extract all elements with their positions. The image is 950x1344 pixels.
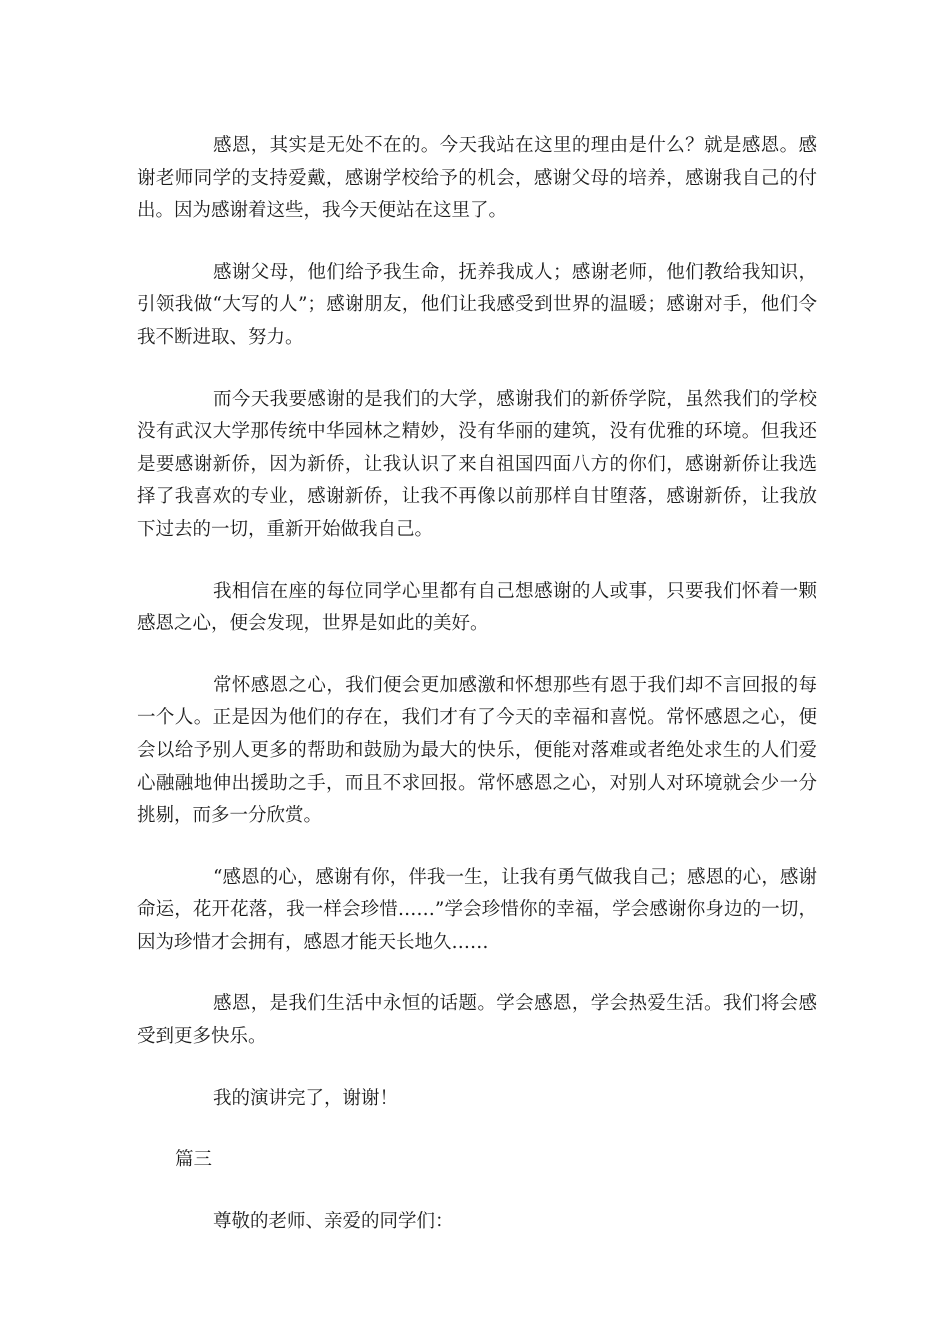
document-body [137,130,817,1267]
paragraph-6: “感恩的心，感谢有你，伴我一生，让我有勇气做我自己；感恩的心，感谢命运，花开花落，我一样会珍惜……”学会珍惜你的幸福，学会感谢你身边的一切，因为珍惜才会拥有，感恩才能天长地久…… [137,866,817,953]
paragraph-4: 我相信在座的每位同学心里都有自己想感谢的人或事，只要我们怀着一颗感恩之心，便会发现，世界是如此的美好。 [137,580,817,635]
paragraph-5: 常怀感恩之心，我们便会更加感激和怀想那些有恩于我们却不言回报的每一个人。正是因为他们的存在，我们才有了今天的幸福和喜悦。常怀感恩之心，便会以给予别人更多的帮助和鼓励为最大的快乐，便能对落难或者绝处求生的人们爱心融融地伸出援助之手，而且不求回报。常怀感恩之心，对别人对环境就会少一分挑剔，而多一分欣赏。 [137,674,817,827]
salutation: 尊敬的老师、亲爱的同学们： [213,1210,454,1232]
paragraph-7: 感恩，是我们生活中永恒的话题。学会感恩，学会热爱生活。我们将会感受到更多快乐。 [137,993,817,1048]
paragraph-1: 感恩，其实是无处不在的。今天我站在这里的理由是什么？就是感恩。感谢老师同学的支持爱戴，感谢学校给予的机会，感谢父母的培养，感谢我自己的付出。因为感谢着这些，我今天便站在这里了。 [137,135,817,222]
paragraph-8: 我的演讲完了，谢谢！ [213,1087,399,1109]
paragraph-2: 感谢父母，他们给予我生命，抚养我成人；感谢老师，他们教给我知识，引领我做“大写的人”；感谢朋友，他们让我感受到世界的温暖；感谢对手，他们令我不断进取、努力。 [137,261,817,348]
paragraph-3: 而今天我要感谢的是我们的大学，感谢我们的新侨学院，虽然我们的学校没有武汉大学那传统中华园林之精妙，没有华丽的建筑，没有优雅的环境。但我还是要感谢新侨，因为新侨，让我认识了来自祖国四面八方的你们，感谢新侨让我选择了我喜欢的专业，感谢新侨，让我不再像以前那样自甘堕落，感谢新侨，让我放下过去的一切，重新开始做我自己。 [137,388,817,540]
section-heading: 篇三 [175,1149,213,1171]
